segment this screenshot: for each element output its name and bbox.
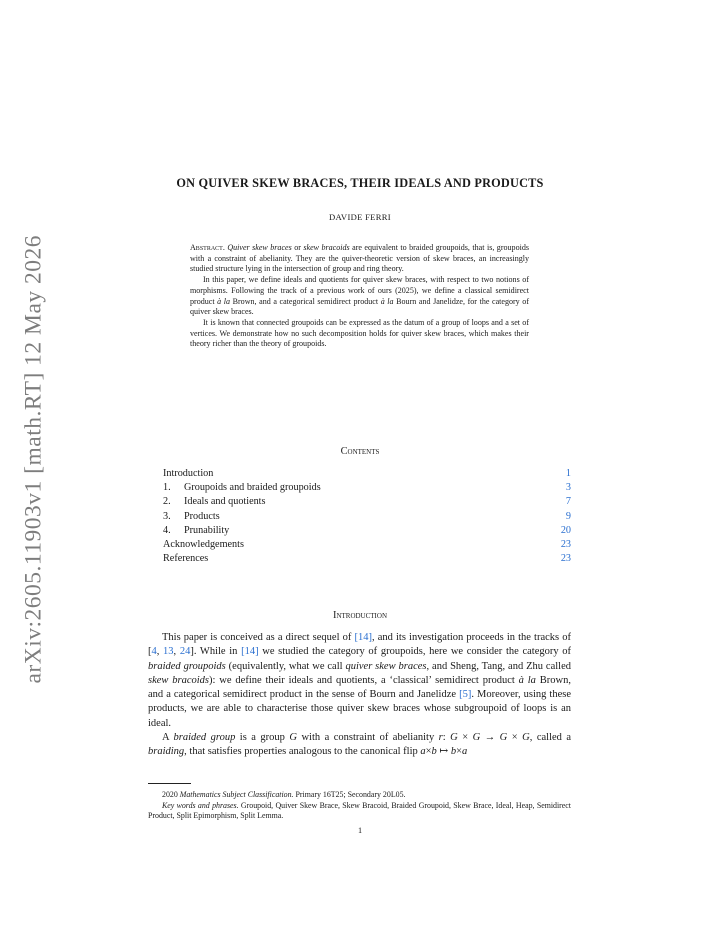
toc-page-link[interactable]: 3 [565, 482, 571, 494]
citation-link[interactable]: [14] [354, 632, 372, 643]
toc-entry[interactable] [163, 467, 571, 481]
intro-text: braiding [148, 746, 185, 758]
abstract-p1-runs [190, 243, 529, 273]
footnote-text: Primary 16T25; Secondary 20L05. [293, 790, 406, 799]
toc-section-title: Ideals and quotients [184, 496, 266, 508]
toc-section-title: Prunability [184, 524, 230, 536]
intro-text: b [431, 746, 437, 758]
toc-entry-label [163, 552, 208, 566]
intro-text: → [480, 732, 500, 744]
abstract-text: In this paper, we define ideals and quotients for quiver skew braces, with respect to two notions of morphisms. Following the track of a previous work of ours (2025), we define a classical semidirect product [190, 275, 529, 306]
intro-text: a [462, 746, 468, 758]
intro-text: , [156, 646, 164, 658]
toc-page-link[interactable]: 23 [560, 539, 571, 551]
intro-text: Brown, and a categorical semidirect product in the sense of Bourn and Janelidze [148, 674, 571, 701]
toc-page-link[interactable]: 7 [565, 496, 571, 508]
abstract-label: Abstract. [190, 243, 225, 252]
toc-section-number: 1. [163, 482, 171, 494]
toc-section-number: 4. [163, 524, 171, 536]
toc-entry[interactable] [163, 481, 571, 495]
intro-text: G [522, 732, 530, 744]
toc-page-link[interactable]: 9 [565, 510, 571, 522]
toc-entry-label [163, 495, 265, 509]
abstract [190, 243, 529, 350]
abstract-paragraph-3: It is known that connected groupoids can be expressed as the datum of a group of loops and a set of vertices. We demonstrate how no such decomposition holds for quiver skew braces, which makes their theory richer than the theory of groupoids. [190, 317, 529, 349]
toc-section-number: 2. [163, 496, 171, 508]
footnote-text: Groupoid, Quiver Skew Brace, Skew Bracoid, Braided Groupoid, Skew Brace, Ideal, Heap, Semidirect Product, Split Epimorphism, Split Lemma. [148, 800, 572, 821]
introduction-paragraph-1 [148, 631, 571, 731]
intro-text: ): we define their ideals and quotients, a ‘classical’ semidirect product [209, 674, 519, 686]
abstract-text: skew bracoids [303, 243, 350, 252]
abstract-text: Bourn and Janelidze, for the category of quiver skew braces. [190, 296, 529, 317]
intro-text: : [442, 732, 451, 744]
intro-text: A [162, 732, 174, 744]
abstract-text: Brown, and a categorical semidirect product [230, 296, 381, 306]
abstract-text: à la [380, 296, 394, 306]
intro-text: G [472, 732, 481, 744]
intro-text: braided groupoids [148, 660, 226, 672]
toc-page-link[interactable]: 23 [560, 553, 571, 565]
introduction-heading: Introduction [332, 610, 387, 621]
intro-text: a [420, 746, 426, 758]
footnote-msc [148, 790, 571, 801]
intro-text: , [173, 646, 180, 658]
abstract-text: Quiver skew braces [227, 243, 292, 252]
paper-title: ON QUIVER SKEW BRACES, THEIR IDEALS AND PRODUCTS [176, 176, 544, 190]
intro-text: G [450, 732, 458, 744]
toc-section-number: 3. [163, 510, 171, 522]
toc-section-title: Products [184, 510, 220, 522]
intro-text: × [456, 746, 463, 758]
footnotes [148, 790, 571, 822]
citation-link[interactable]: [14] [241, 646, 259, 658]
toc-entry-label [163, 481, 321, 495]
abstract-text: are equivalent to braided groupoids, that is, groupoids with a constraint of abelianity. They are the quiver-theoretic version of skew braces, an increasingly studied structure lying in the intersection of group and ring theory. [190, 243, 529, 274]
intro-text: G [499, 732, 508, 744]
toc-entry-label [163, 538, 244, 552]
footnote-rule [148, 783, 191, 784]
contents-heading: Contents [340, 446, 380, 457]
introduction-paragraph-2 [148, 731, 571, 760]
toc-entry[interactable] [163, 552, 571, 566]
toc-entry-label [163, 510, 220, 524]
introduction-body [148, 631, 571, 760]
arxiv-id-text: arXiv:2605.11903v1 [math.RT] 12 May 2026 [20, 235, 47, 684]
intro-text: , that satisfies properties analogous to the canonical flip [184, 746, 421, 758]
footnote-text: 2020 [162, 790, 180, 799]
intro-text: (equivalently, what we call [225, 660, 346, 672]
intro-text: . Moreover, using these products, we are able to characterise those quiver skew braces whose subgroupoid of loops is an ideal. [148, 689, 571, 729]
intro-text: × [457, 732, 473, 744]
toc-entry-label [163, 524, 229, 538]
intro-text: with a constraint of abelianity [296, 732, 439, 744]
intro-text: skew bracoids [148, 674, 210, 686]
toc-entry[interactable] [163, 524, 571, 538]
intro-text: braided group [173, 732, 236, 744]
intro-text: , called a [529, 732, 572, 744]
intro-text: This paper is conceived as a direct sequel of [162, 632, 355, 643]
page-number: 1 [357, 826, 363, 835]
author-name: DAVIDE FERRI [329, 212, 391, 222]
intro-text: b [450, 746, 457, 758]
toc-entry[interactable] [163, 510, 571, 524]
toc-section-title: Groupoids and braided groupoids [184, 482, 321, 494]
citation-link[interactable]: 13 [163, 646, 174, 658]
abstract-text: or [291, 243, 304, 252]
toc-entry[interactable] [163, 538, 571, 552]
intro-text: ↦ [436, 746, 451, 758]
citation-link[interactable]: 4 [151, 646, 157, 658]
toc-entry-label [163, 467, 213, 481]
citation-link[interactable]: 24 [179, 646, 191, 658]
footnote-text: Key words and phrases. [162, 800, 239, 810]
intro-text: quiver skew braces [345, 660, 427, 672]
intro-text: ]. While in [190, 646, 242, 658]
intro-text: r [438, 732, 443, 744]
abstract-paragraph-1 [190, 243, 529, 275]
toc-section-title: Acknowledgements [163, 539, 244, 551]
intro-text: à la [518, 674, 536, 686]
intro-text: , and its investigation proceeds in the tracks of [ [148, 632, 571, 658]
intro-text: is a group [235, 732, 290, 744]
intro-text: we studied the category of groupoids, here we consider the category of [258, 646, 572, 658]
toc-section-title: References [163, 553, 209, 565]
abstract-paragraph-2 [190, 275, 529, 318]
table-of-contents [163, 467, 571, 566]
toc-page-link[interactable]: 20 [560, 524, 571, 536]
intro-text: × [507, 732, 523, 744]
footnote-text: Mathematics Subject Classification. [179, 790, 294, 799]
toc-section-title: Introduction [163, 468, 214, 479]
toc-page-link[interactable]: 1 [565, 468, 571, 479]
citation-link[interactable]: [5] [459, 689, 472, 701]
intro-text: G [289, 732, 297, 744]
toc-entry[interactable] [163, 495, 571, 509]
intro-text: , and Sheng, Tang, and Zhu called [426, 660, 572, 672]
intro-text: × [425, 746, 432, 758]
footnote-keywords [148, 801, 571, 822]
abstract-text: à la [217, 296, 231, 306]
